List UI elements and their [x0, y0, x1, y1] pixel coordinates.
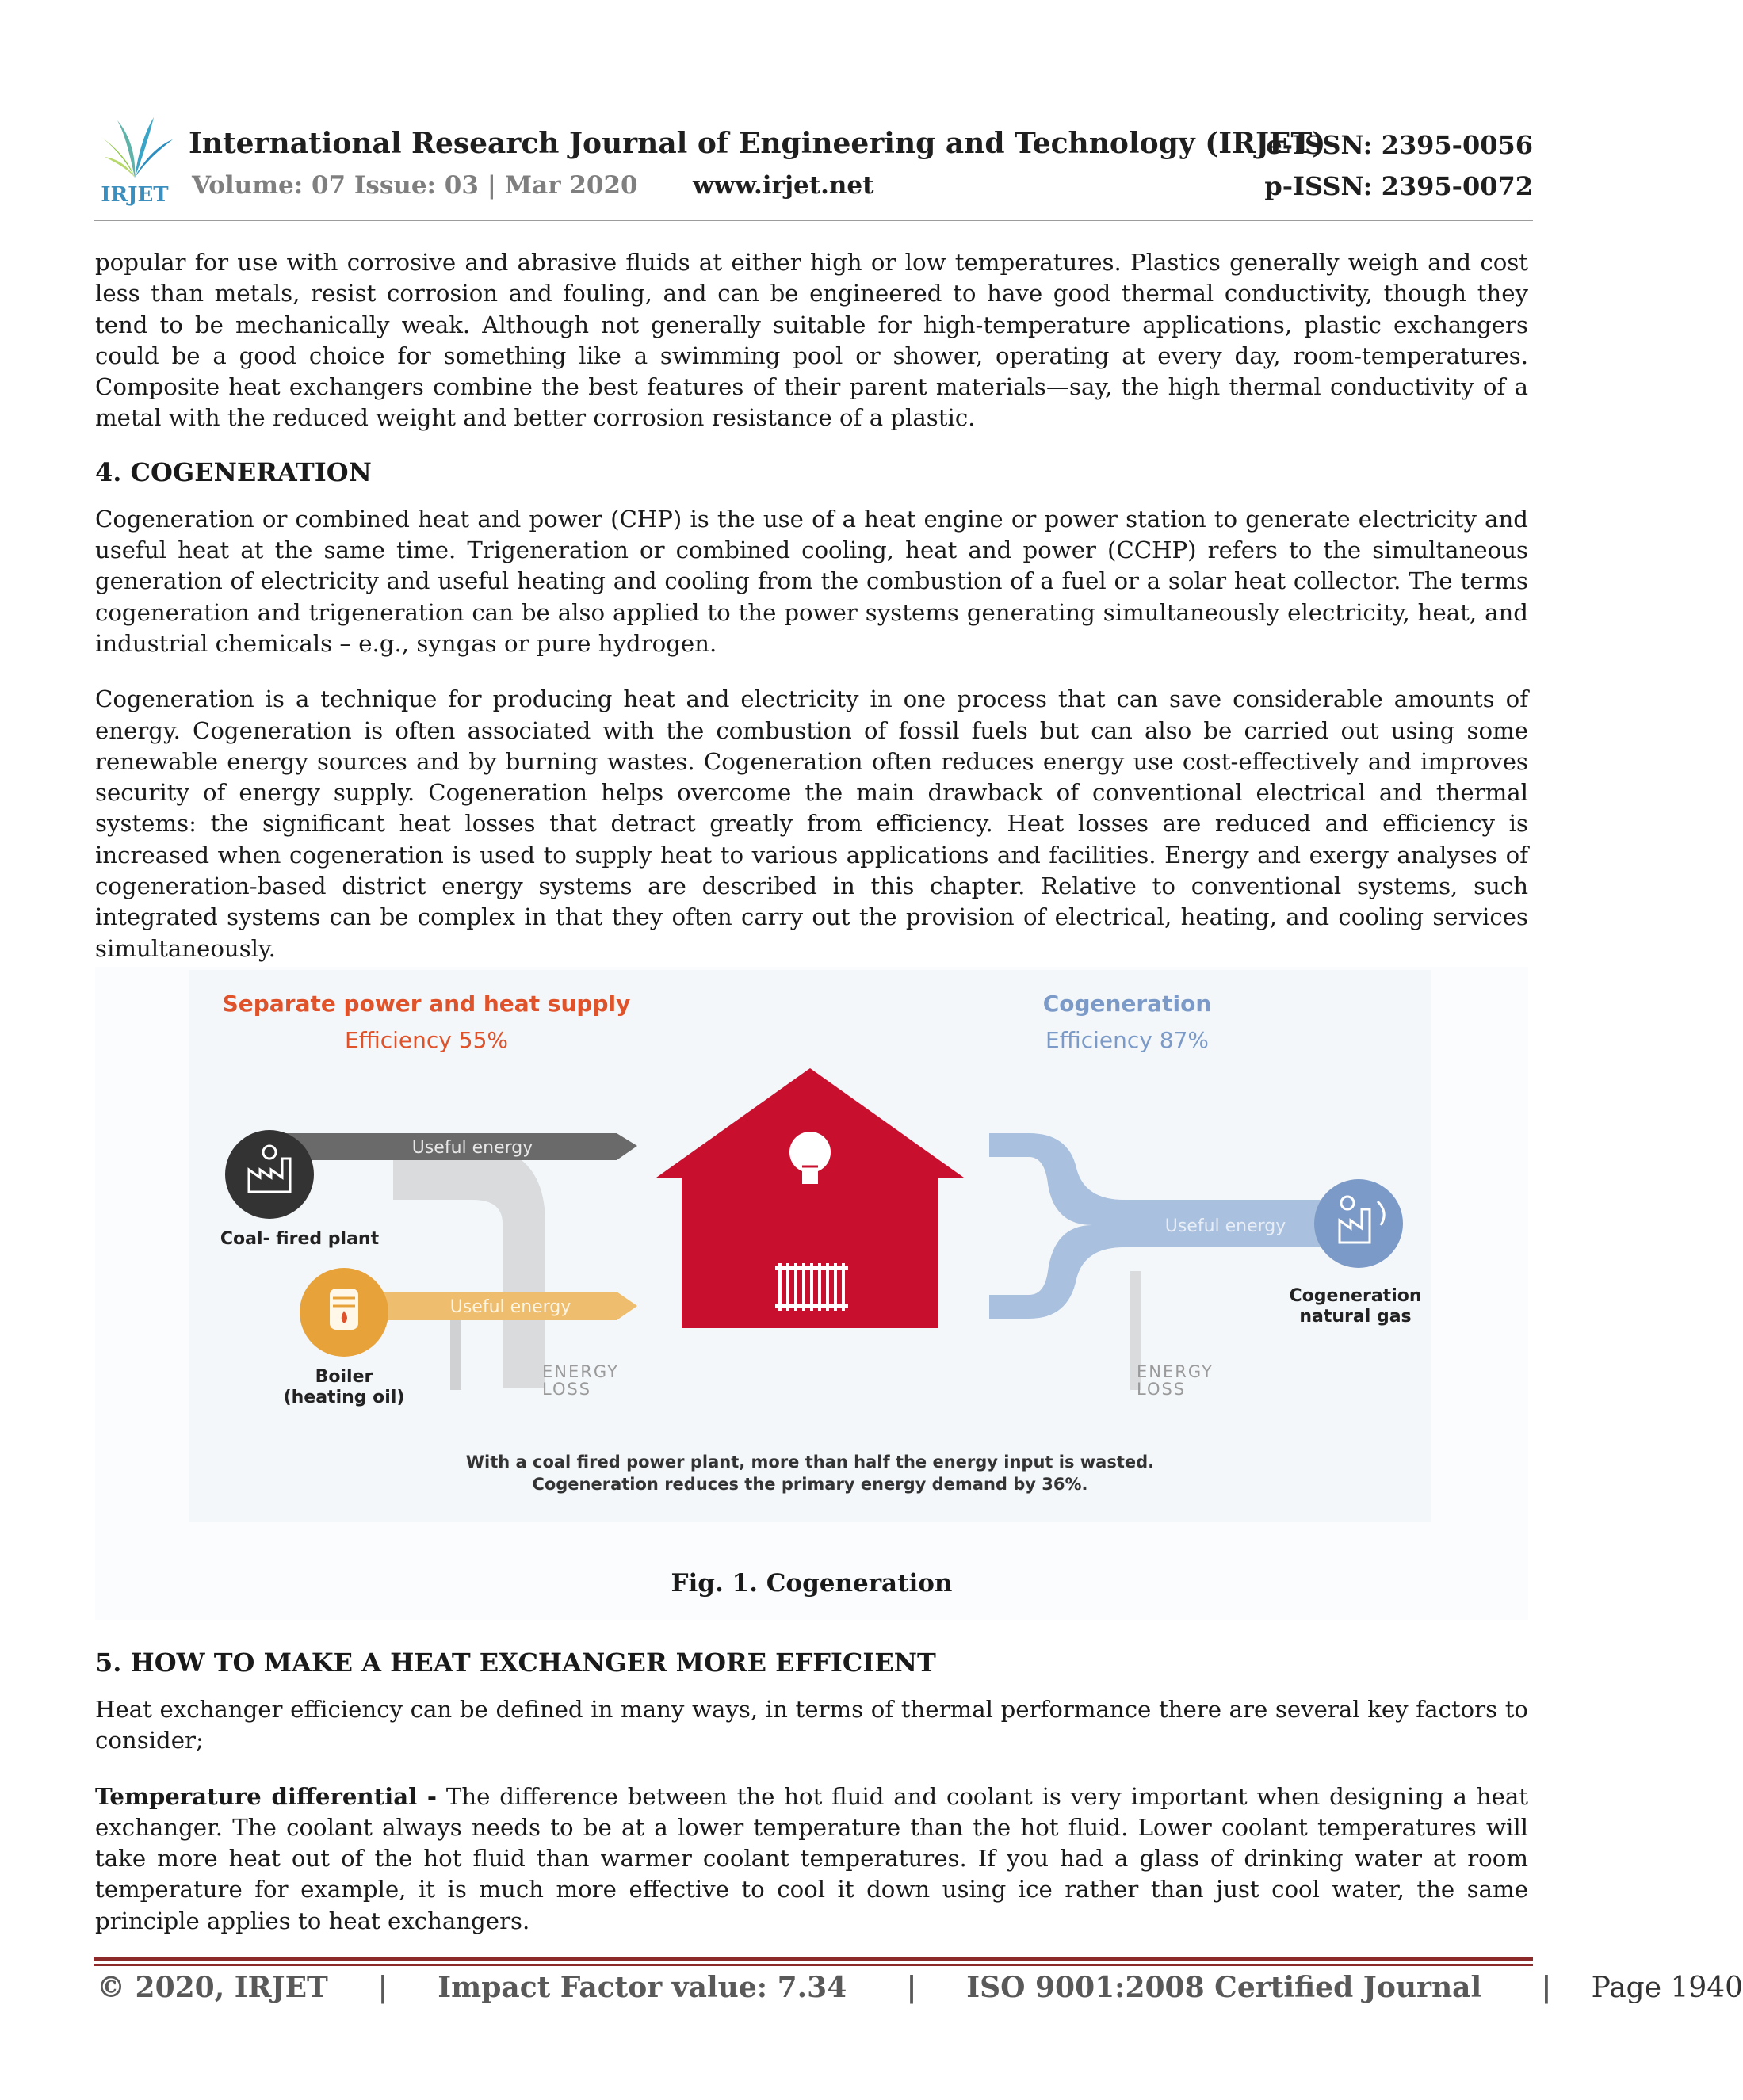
section-4-paragraph-1: Cogeneration or combined heat and power (CHP) is the use of a heat engine or power station to generate electricity and useful heat at the same time. Trigeneration or combined cooling, heat and power (CCHP) refers to the simultaneous generation of electricity and useful heating and cooling from the combustion of a fuel or a solar heat collector. The terms cogeneration and trigeneration can be also applied to the power systems generating simultaneously electricity, heat, and industrial chemicals – e.g., syngas or pure hydrogen.	[95, 505, 1528, 657]
intro-paragraph: popular for use with corrosive and abrasive fluids at either high or low temperatures. Plastics generally weigh and cost less than metals, resist corrosion and fouling, and can be engineered to have good thermal conductivity, though they tend to be mechanically weak. Although not generally suitable for high-temperature applications, plastic exchangers could be a good choice for something like a swimming pool or shower, operating at every day, room-temperatures. Composite heat exchangers combine the best features of their parent materials—say, the high thermal conductivity of a metal with the reduced weight and better corrosion resistance of a plastic.	[95, 249, 1528, 432]
energy-loss-stub-left	[450, 1319, 461, 1390]
journal-header	[94, 111, 1533, 222]
svg-text:Useful energy: Useful energy	[449, 1297, 571, 1317]
boiler-label-2: (heating oil)	[283, 1388, 405, 1407]
cogeneration-label: Cogeneration	[1289, 1286, 1422, 1306]
figure-caption: Fig. 1. Cogeneration	[671, 1569, 953, 1598]
svg-text:Useful energy: Useful energy	[1164, 1216, 1286, 1236]
svg-text:LOSS: LOSS	[542, 1380, 592, 1399]
section-5-heading: 5. HOW TO MAKE A HEAT EXCHANGER MORE EFFICIENT	[95, 1648, 936, 1678]
right-efficiency: Efficiency 87%	[1045, 1027, 1210, 1053]
right-title: Cogeneration	[1042, 991, 1212, 1017]
copyright: © 2020, IRJET	[97, 1971, 328, 2004]
cogeneration-plant-icon	[1314, 1179, 1403, 1268]
irjet-logo	[94, 111, 176, 207]
svg-text:IRJET: IRJET	[101, 183, 169, 207]
cogeneration-diagram	[189, 970, 1431, 1522]
journal-title: International Research Journal of Engineering and Technology (IRJET)	[189, 127, 1326, 160]
left-efficiency: Efficiency 55%	[344, 1027, 509, 1053]
impact-factor: Impact Factor value: 7.34	[438, 1971, 847, 2004]
footer-rule	[94, 1957, 1533, 1961]
section-5	[95, 1647, 1528, 1937]
header-divider	[94, 220, 1533, 221]
svg-text:LOSS: LOSS	[1137, 1380, 1187, 1399]
svg-text:natural gas: natural gas	[1299, 1307, 1412, 1327]
page-footer: © 2020, IRJET | Impact Factor value: 7.34 | ISO 9001:2008 Certified Journal | Page 1940	[97, 1971, 1743, 2004]
figure-1	[95, 967, 1528, 1620]
left-title: Separate power and heat supply	[222, 991, 631, 1017]
article-body	[95, 247, 1528, 964]
energy-loss-right: ENERGY	[1137, 1362, 1214, 1381]
energy-loss-band-left	[393, 1146, 545, 1388]
section-5-paragraph-2: Temperature differential - The difference between the hot fluid and coolant is very important when designing a heat exchanger. The coolant always needs to be at a lower temperature than the hot fluid. Lower coolant temperatures will take more heat out of the hot fluid than warmer coolant temperatures. If you had a glass of drinking water at room temperature for example, it is much more effective to cool it down using ice rather than just cool water, the same principle applies to heat exchangers.	[95, 1782, 1528, 1934]
p-issn: p-ISSN: 2395-0072	[1264, 171, 1533, 201]
footer-rule-2	[94, 1964, 1533, 1966]
page-number: Page 1940	[1591, 1972, 1743, 2004]
coal-plant-label: Coal- fired plant	[220, 1229, 380, 1249]
e-issn: e-ISSN: 2395-0056	[1266, 130, 1533, 160]
term-temperature-differential: Temperature differential -	[95, 1782, 438, 1810]
figure-note-1: With a coal fired power plant, more than half the energy input is wasted.	[465, 1453, 1155, 1472]
volume-issue: Volume: 07 Issue: 03 | Mar 2020	[192, 171, 638, 200]
section-4-heading: 4. COGENERATION	[95, 456, 372, 487]
boiler-label: Boiler	[315, 1367, 373, 1387]
svg-text:Useful energy: Useful energy	[411, 1138, 533, 1158]
figure-note-2: Cogeneration reduces the primary energy demand by 36%.	[532, 1475, 1088, 1494]
journal-website[interactable]: www.irjet.net	[693, 171, 874, 200]
section-4-paragraph-2: Cogeneration is a technique for producing heat and electricity in one process that can save considerable amounts of energy. Cogeneration is often associated with the combustion of fossil fuels but can also be carried out using some renewable energy sources and by burning wastes. Cogeneration often reduces energy use cost-effectively and improves security of energy supply. Cogeneration helps overcome the main drawback of conventional electrical and thermal systems: the significant heat losses that detract greatly from efficiency. Heat losses are reduced and efficiency is increased when cogeneration is used to supply heat to various applications and facilities. Energy and exergy analyses of cogeneration-based district energy systems are described in this chapter. Relative to conventional systems, such integrated systems can be complex in that they often carry out the provision of electrical, heating, and cooling services simultaneously.	[95, 685, 1528, 962]
energy-loss-left: ENERGY	[542, 1362, 619, 1381]
coal-plant-icon	[225, 1130, 314, 1219]
iso-certification: ISO 9001:2008 Certified Journal	[966, 1971, 1482, 2004]
section-5-paragraph-1: Heat exchanger efficiency can be defined in many ways, in terms of thermal performance there are several key factors to consider;	[95, 1696, 1528, 1754]
